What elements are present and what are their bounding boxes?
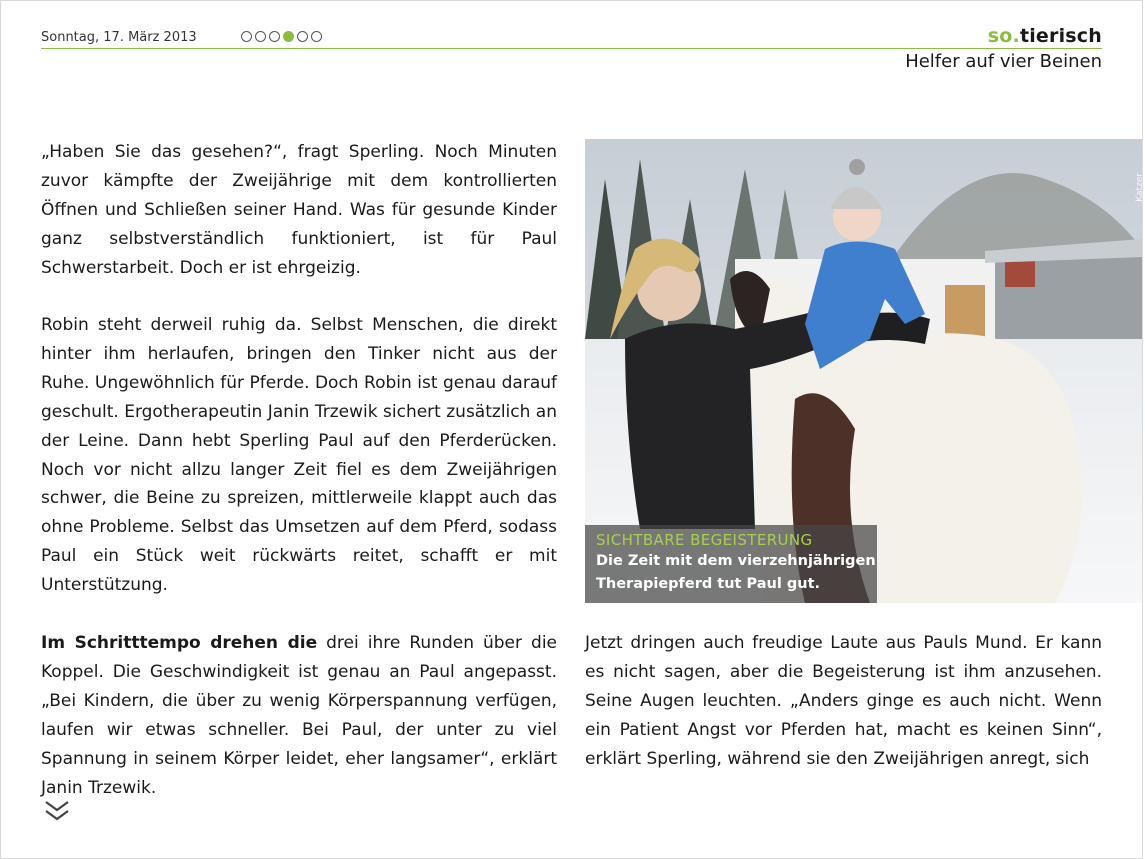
page-indicator[interactable] xyxy=(241,31,322,42)
page-dot-5[interactable] xyxy=(297,31,308,42)
article-paragraph-4: Jetzt dringen auch freudige Laute aus Pauls Mund. Er kann es nicht sagen, aber die Begeisterung ist ihm anzusehen. Seine Augen leuchten. „Anders ginge es auch nicht. Wenn ein Patient Angst vor Pferden hat, macht es keinen Sinn“, erklärt Sperling, während sie den Zweijährigen anregt, sich xyxy=(585,633,1102,769)
double-chevron-down-icon[interactable] xyxy=(44,798,70,824)
issue-date: Sonntag, 17. März 2013 xyxy=(41,30,197,45)
photo-caption xyxy=(585,525,877,603)
brand-prefix: so. xyxy=(987,25,1020,47)
brand-name: tierisch xyxy=(1019,25,1102,47)
caption-line-1: Die Zeit mit dem vierzehnjährigen xyxy=(596,553,876,569)
section-title: Helfer auf vier Beinen xyxy=(905,51,1102,72)
photo-credit: Katzer xyxy=(1135,173,1145,202)
brand-logo xyxy=(988,25,1102,47)
article-photo[interactable] xyxy=(585,139,1145,603)
caption-title: SICHTBARE BEGEISTERUNG xyxy=(596,531,813,549)
paragraph-lead-in: Im Schritttempo drehen die xyxy=(41,633,318,653)
next-page-button[interactable] xyxy=(44,798,70,824)
page-dot-4-current[interactable] xyxy=(283,31,294,42)
page-dot-2[interactable] xyxy=(255,31,266,42)
header-rule xyxy=(41,48,1102,49)
article-paragraph-3 xyxy=(41,629,557,802)
page-dot-1[interactable] xyxy=(241,31,252,42)
page-dot-3[interactable] xyxy=(269,31,280,42)
paragraph-3-text: drei ihre Runden über die Koppel. Die Geschwindigkeit ist genau an Paul angepasst. „Bei Kindern, die über zu wenig Körperspannung verfügen, laufen wir etwas schneller. Bei Paul, der unter zu viel Spannung in seinem Körper leidet, eher langsamer“, erklärt Janin Trzewik. xyxy=(41,633,558,798)
article-paragraph-2: Robin steht derweil ruhig da. Selbst Menschen, die direkt hinter ihm herlaufen, bringen den Tinker nicht aus der Ruhe. Ungewöhnlich für Pferde. Doch Robin ist genau darauf geschult. Ergotherapeutin Janin Trzewik sichert zusätzlich an der Leine. Dann hebt Sperling Paul auf den Pferderücken. Noch vor nicht allzu langer Zeit fiel es dem Zweijährigen schwer, die Beine zu spreizen, mittlerweile klappt auch das ohne Probleme. Selbst das Umsetzen auf dem Pferd, sodass Paul ein Stück weit rückwärts reitet, schafft er mit Unterstützung. xyxy=(41,315,557,596)
page-dot-6[interactable] xyxy=(311,31,322,42)
article-paragraph-1: „Haben Sie das gesehen?“, fragt Sperling. Noch Minuten zuvor kämpfte der Zweijährige mit dem kontrollierten Öffnen und Schließen seiner Hand. Was für gesunde Kinder ganz selbstverständlich funktioniert, ist für Paul Schwerstarbeit. Doch er ist ehrgeizig. xyxy=(41,142,557,278)
caption-line-2: Therapiepferd tut Paul gut. xyxy=(596,576,821,592)
